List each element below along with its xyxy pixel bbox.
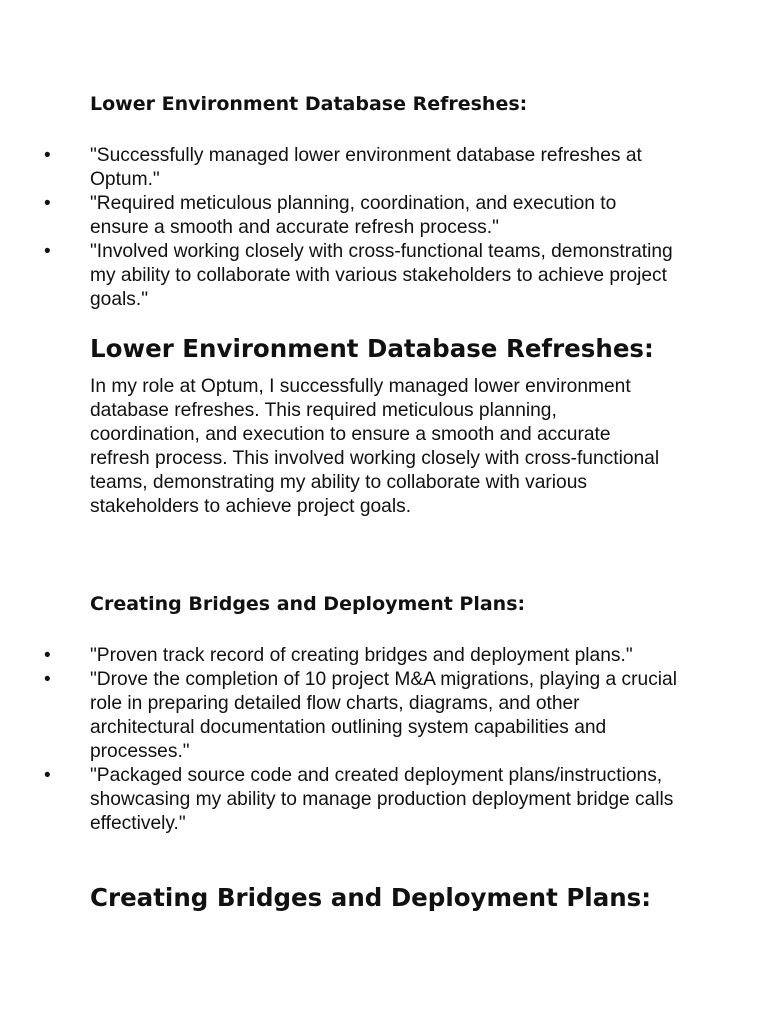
section-title: Lower Environment Database Refreshes: xyxy=(90,334,654,363)
bullet-icon: • xyxy=(44,645,51,666)
section-heading: Creating Bridges and Deployment Plans: xyxy=(90,593,526,615)
list-item xyxy=(0,668,680,764)
list-item-text: "Required meticulous planning, coordination, and execution to ensure a smooth and accurate refresh process." xyxy=(90,193,617,238)
bullet-icon: • xyxy=(44,241,51,262)
list-item xyxy=(0,144,680,192)
bullet-list xyxy=(0,144,768,312)
list-item xyxy=(0,644,680,668)
body-paragraph: In my role at Optum, I successfully managed lower environment database refreshes. This required meticulous planning, coordination, and execution to ensure a smooth and accurate refresh process. This involved working closely with cross-functional teams, demonstrating my ability to collaborate with various stakeholders to achieve project goals. xyxy=(90,376,660,517)
bullet-icon: • xyxy=(44,765,51,786)
list-item xyxy=(0,764,680,836)
section-heading: Lower Environment Database Refreshes: xyxy=(90,93,528,115)
list-item xyxy=(0,192,680,240)
section-title: Creating Bridges and Deployment Plans: xyxy=(90,883,652,912)
bullet-icon: • xyxy=(44,145,51,166)
list-item-text: "Successfully managed lower environment database refreshes at Optum." xyxy=(90,145,642,190)
bullet-icon: • xyxy=(44,669,51,690)
list-item-text: "Packaged source code and created deployment plans/instructions, showcasing my ability to manage production deployment bridge calls effectively." xyxy=(90,765,674,834)
list-item xyxy=(0,240,680,312)
list-item-text: "Proven track record of creating bridges and deployment plans." xyxy=(90,645,633,666)
bullet-list xyxy=(0,644,768,836)
bullet-icon: • xyxy=(44,193,51,214)
list-item-text: "Involved working closely with cross-functional teams, demonstrating my ability to collaborate with various stakeholders to achieve project goals." xyxy=(90,241,673,310)
list-item-text: "Drove the completion of 10 project M&A migrations, playing a crucial role in preparing detailed flow charts, diagrams, and other architectural documentation outlining system capabilities and processes." xyxy=(90,669,677,762)
